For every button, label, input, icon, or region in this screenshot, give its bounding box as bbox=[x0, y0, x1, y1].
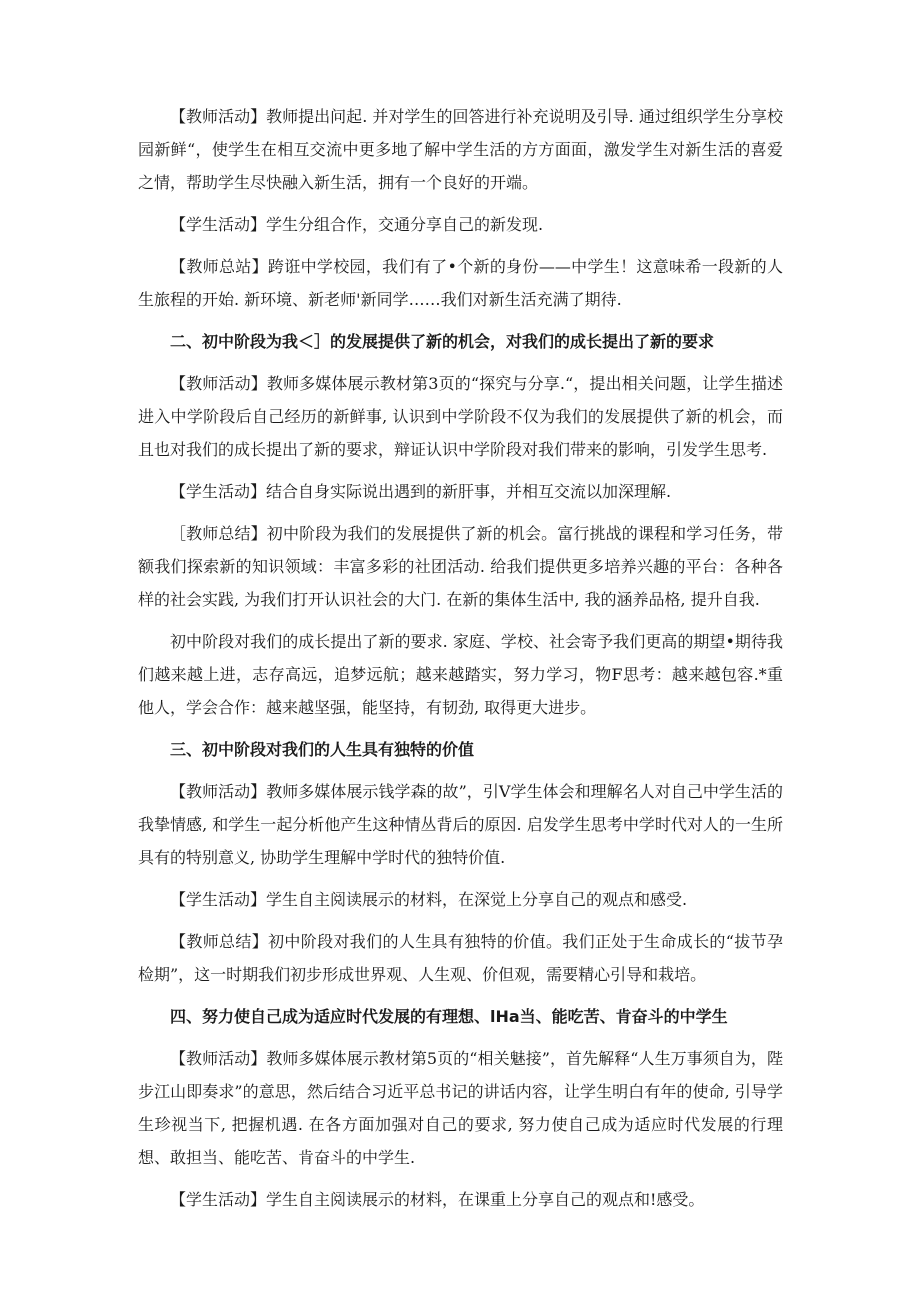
section-heading-3: 三、初中阶段对我们的人生具有独特的价值 bbox=[170, 740, 475, 759]
paragraph-student-activity-2: 【学生活动】结合自身实际说出遇到的新肝事，并相互交流以加深理解. bbox=[170, 482, 672, 501]
paragraph-student-activity-3: 【学生活动】学生自主阅读展示的材料，在深觉上分享自己的观点和感受. bbox=[170, 890, 688, 909]
document-page bbox=[138, 100, 783, 1216]
section-heading-2: 二、初中阶段为我＜］的发展提供了新的机会，对我们的成长提出了新的要求 bbox=[170, 332, 715, 351]
paragraph-teacher-summary-3: 【教师总结】初中阶段对我们的人生具有独特的价值。我们正处于生命成长的“拔节孕检期”，这一时期我们初步形成世界观、人生观、价但观，需要精心引导和栽培。 bbox=[138, 932, 783, 984]
section-heading-4: 四、努力使自己成为适应时代发展的有理想、lHa当、能吃苦、肯奋斗的中学生 bbox=[170, 1007, 728, 1026]
paragraph-teacher-activity-3: 【教师活动】教师多媒体展示钱学森的故”，引V学生体会和理解名人对自己中学生活的我挚情感, 和学生一起分析他产生这种情丛背后的原因. 启发学生思考中学时代对人的一生所具有的特别意义, 协助学生理解中学时代的独特价值. bbox=[138, 782, 783, 867]
paragraph-requirements: 初中阶段对我们的成长提出了新的要求. 家庭、学校、社会寄予我们更高的期望•期待我们越来越上进，志存高远，追梦远航；越来越踏实，努力学习，物F思考：越来越包容.*重他人，学会合作：越来越坚强，能坚持，有韧劲, 取得更大进步。 bbox=[138, 632, 783, 717]
paragraph-student-activity-1: 【学生活动】学生分组合作，交通分享自己的新发现. bbox=[170, 215, 544, 234]
paragraph-teacher-summary-1: 【教师总站】跨诳中学校园，我们有了•个新的身份——中学生！这意味希一段新的人生旅程的开始. 新环境、新老师'新同学……我们对新生活充满了期待. bbox=[138, 257, 783, 309]
paragraph-teacher-activity-1: 【教师活动】教师提出问起. 并对学生的回答进行补充说明及引导. 通过组织学生分享校园新鲜“，使学生在相互交流中更多地了解中学生活的方方面面，激发学生对新生活的喜爱之情，帮助学生尽快融入新生活，拥有一个良好的开端。 bbox=[138, 107, 783, 192]
paragraph-teacher-summary-2: ［教师总结】初中阶段为我们的发展提供了新的机会。富行挑战的课程和学习任务，带额我们探索新的知识领域：丰富多彩的社团活动. 给我们提供更多培养兴趣的平台：各种各样的社会实践, 为我们打开认识社会的大门. 在新的集体生活中, 我的涵养品格, 提升自我. bbox=[138, 524, 783, 609]
paragraph-teacher-activity-2: 【教师活动】教师多媒体展示教材第3页的“探究与分享.“，提出相关问题，让学生描述进入中学阶段后自己经历的新鲜事, 认识到中学阶段不仅为我们的发展提供了新的机会，而且也对我们的成长提出了新的要求，辩证认识中学阶段对我们带来的影响，引发学生思考. bbox=[138, 374, 783, 459]
paragraph-teacher-activity-4: 【教师活动】教师多媒体展示教材第5页的“相关魅接”，首先解释“人生万事须自为，陛步江山即奏求”的意思，然后结合习近平总书记的讲话内容，让学生明白有年的使命, 引导学生珍视当下, 把握机遇. 在各方面加强对自己的要求, 努力使自己成为适应时代发展的行理想、敢担当、能吃苦、肯奋斗的中学生. bbox=[138, 1049, 783, 1167]
paragraph-student-activity-4: 【学生活动】学生自主阅读展示的材料，在课重上分享自己的观点和!感受。 bbox=[170, 1190, 705, 1209]
